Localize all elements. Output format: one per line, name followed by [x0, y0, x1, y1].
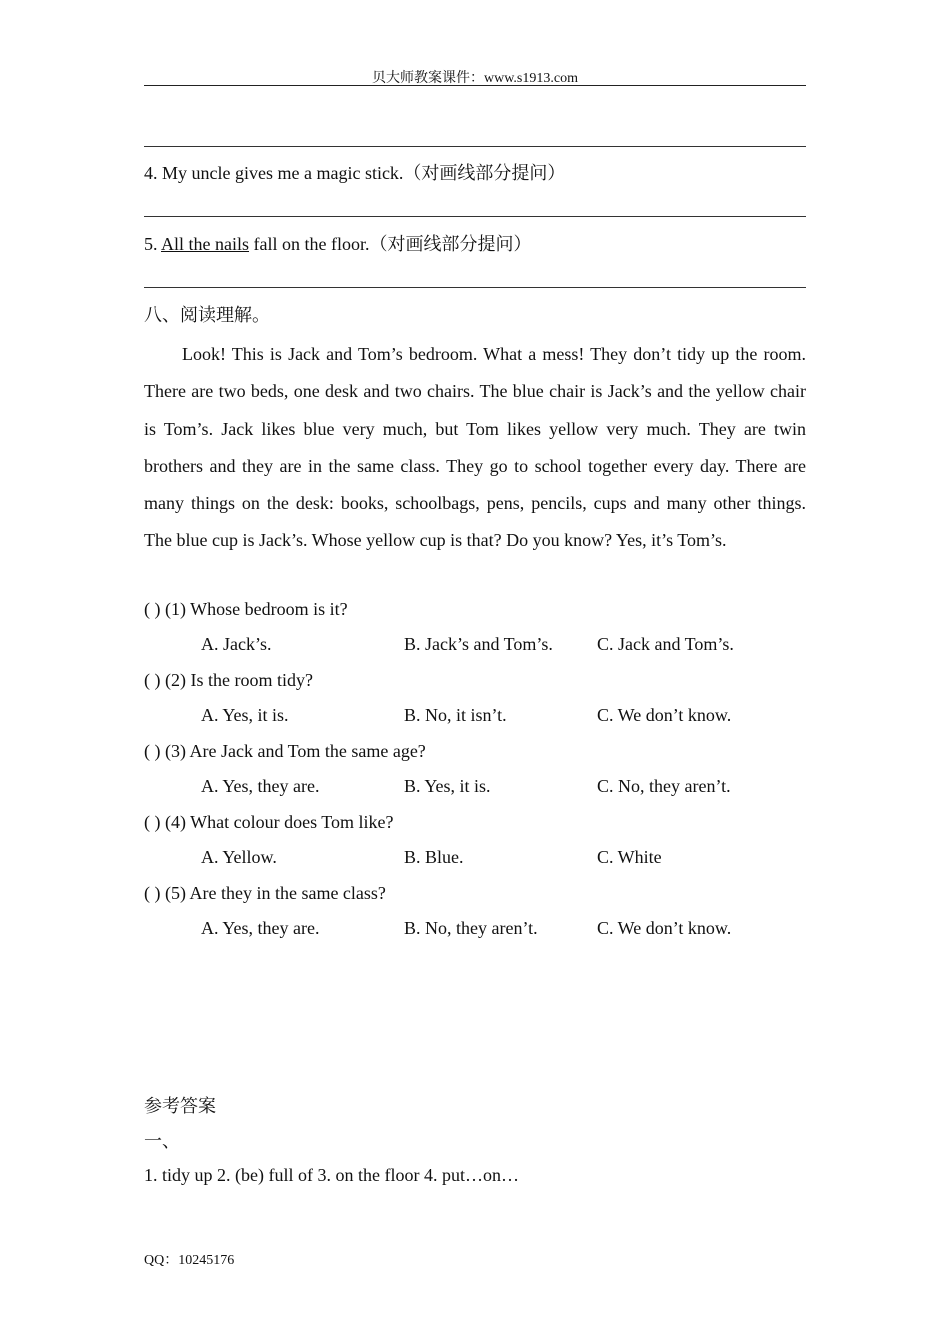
option-a: A. Jack’s. [201, 634, 272, 654]
option-c: C. No, they aren’t. [597, 776, 731, 796]
reading-question-4: ( ) (4) What colour does Tom like? [144, 812, 394, 832]
option-b: B. Yes, it is. [404, 776, 491, 796]
option-a: A. Yellow. [201, 847, 277, 867]
question-5 [144, 234, 532, 254]
answer-line-1: 1. tidy up 2. (be) full of 3. on the floor 4. put…on… [144, 1165, 519, 1185]
option-c: C. We don’t know. [597, 918, 732, 938]
option-b: B. No, they aren’t. [404, 918, 538, 938]
reading-question-1: ( ) (1) Whose bedroom is it? [144, 599, 348, 619]
question-5-number: 5. [144, 234, 162, 254]
answer-section-label: 一、 [144, 1131, 180, 1151]
answer-line [144, 146, 806, 147]
option-a: A. Yes, it is. [201, 705, 289, 725]
option-b: B. No, it isn’t. [404, 705, 507, 725]
page-header: 贝大师教案课件：www.s1913.com [372, 71, 578, 86]
question-5-rest: fall on the floor.（对画线部分提问） [249, 234, 532, 254]
answer-key-title: 参考答案 [144, 1096, 216, 1116]
answer-line [144, 287, 806, 288]
answer-line [144, 216, 806, 217]
reading-question-2: ( ) (2) Is the room tidy? [144, 670, 313, 690]
option-c: C. Jack and Tom’s. [597, 634, 734, 654]
option-a: A. Yes, they are. [201, 918, 320, 938]
footer-qq: QQ：10245176 [144, 1253, 235, 1268]
option-b: B. Jack’s and Tom’s. [404, 634, 553, 654]
reading-question-5: ( ) (5) Are they in the same class? [144, 883, 386, 903]
header-rule [144, 85, 806, 86]
question-4: 4. My uncle gives me a magic stick.（对画线部分提问） [144, 163, 566, 183]
option-b: B. Blue. [404, 847, 464, 867]
option-c: C. White [597, 847, 662, 867]
reading-heading: 八、阅读理解。 [144, 305, 270, 325]
option-c: C. We don’t know. [597, 705, 732, 725]
underlined-phrase: All the nails [161, 234, 250, 254]
reading-passage: Look! This is Jack and Tom’s bedroom. What a mess! They don’t tidy up the room. There are two beds, one desk and two chairs. The blue chair is Jack’s and the yellow chair is Tom’s. Jack likes blue very much, but Tom likes yellow very much. They are twin brothers and they are in the same class. They go to school together every day. There are many things on the desk: books, schoolbags, pens, pencils, cups and many other things. The blue cup is Jack’s. Whose yellow cup is that? Do you know? Yes, it’s Tom’s. [144, 344, 806, 551]
option-a: A. Yes, they are. [201, 776, 320, 796]
reading-question-3: ( ) (3) Are Jack and Tom the same age? [144, 741, 426, 761]
